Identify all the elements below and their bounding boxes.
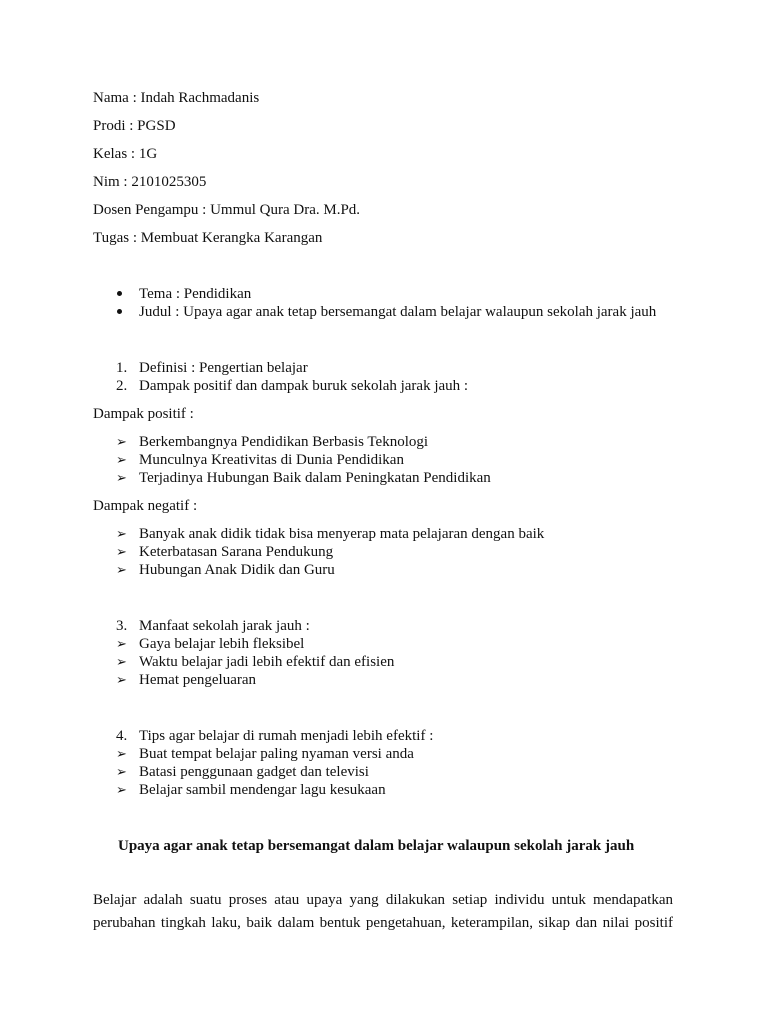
arrow-icon: ➢ bbox=[116, 562, 127, 577]
arrow-icon: ➢ bbox=[116, 452, 127, 467]
negative-impact-label: Dampak negatif : bbox=[93, 498, 198, 514]
arrow-icon: ➢ bbox=[116, 654, 127, 669]
arrow-icon: ➢ bbox=[116, 470, 127, 485]
arrow-icon: ➢ bbox=[116, 764, 127, 779]
student-id: Nim : 2101025305 bbox=[93, 174, 207, 190]
arrow-icon: ➢ bbox=[116, 672, 127, 687]
bullet-icon bbox=[117, 309, 122, 314]
bullet-icon bbox=[117, 291, 122, 296]
essay-paragraph bbox=[93, 889, 673, 935]
lecturer: Dosen Pengampu : Ummul Qura Dra. M.Pd. bbox=[93, 202, 361, 218]
arrow-icon: ➢ bbox=[116, 434, 127, 449]
arrow-icon: ➢ bbox=[116, 746, 127, 761]
paragraph-line: perubahan tingkah laku, baik dalam bentuk pengetahuan, keterampilan, sikap dan nilai positif bbox=[93, 915, 673, 931]
document-page: Nama : Indah Rachmadanis Prodi : PGSD Kelas : 1G Nim : 2101025305 Dosen Pengampu : Ummul Qura Dra. M.Pd. Tugas : Membuat Kerangka Karangan Tema : Pendidikan Judul : Upaya agar anak tetap bersemangat dalam belajar walaupun sekolah jarak jauh 1. Definisi : Pengertian belajar 2. Dampak positif dan dampak buruk sekolah jarak jauh : Dampak positif : ➢ Berkembangnya Pendidikan Berbasis Teknologi ➢ Munculnya Kreativitas di Dunia Pendidikan ➢ Terjadinya Hubungan Baik dalam Peningkatan Pendidikan Dampak negatif : ➢ Banyak anak didik tidak bisa menyerap mata pelajaran dengan baik ➢ Keterbatasan Sarana Pendukung ➢ Hubungan Anak Didik dan Guru 3. Manfaat sekolah jarak jauh : ➢ Gaya belajar lebih fleksibel ➢ Waktu belajar jadi lebih efektif dan efisien ➢ Hemat pengeluaran 4. Tips agar belajar di rumah menjadi lebih efektif : ➢ Buat tempat belajar paling nyaman versi anda ➢ Batasi penggunaan gadget dan televisi ➢ Belajar sambil mendengar lagu kesukaan Upaya agar anak tetap bersemangat dalam belajar walaupun sekolah jarak jauh Belajar adalah suatu proses atau upaya yang dilakukan setiap individu untuk mendapatkan perubahan tingkah laku, baik dalam bentuk pengetahuan, keterampilan, sikap dan nilai positif bbox=[0, 0, 768, 1024]
positive-impact-label: Dampak positif : bbox=[93, 406, 194, 422]
arrow-icon: ➢ bbox=[116, 544, 127, 559]
arrow-icon: ➢ bbox=[116, 526, 127, 541]
study-program: Prodi : PGSD bbox=[93, 118, 176, 134]
essay-title: Upaya agar anak tetap bersemangat dalam belajar walaupun sekolah jarak jauh bbox=[118, 838, 635, 854]
arrow-icon: ➢ bbox=[116, 636, 127, 651]
student-name: Nama : Indah Rachmadanis bbox=[93, 90, 260, 106]
class: Kelas : 1G bbox=[93, 146, 158, 162]
paragraph-line: Belajar adalah suatu proses atau upaya yang dilakukan setiap individu untuk mendapatkan bbox=[93, 892, 673, 908]
assignment: Tugas : Membuat Kerangka Karangan bbox=[93, 230, 323, 246]
arrow-icon: ➢ bbox=[116, 782, 127, 797]
